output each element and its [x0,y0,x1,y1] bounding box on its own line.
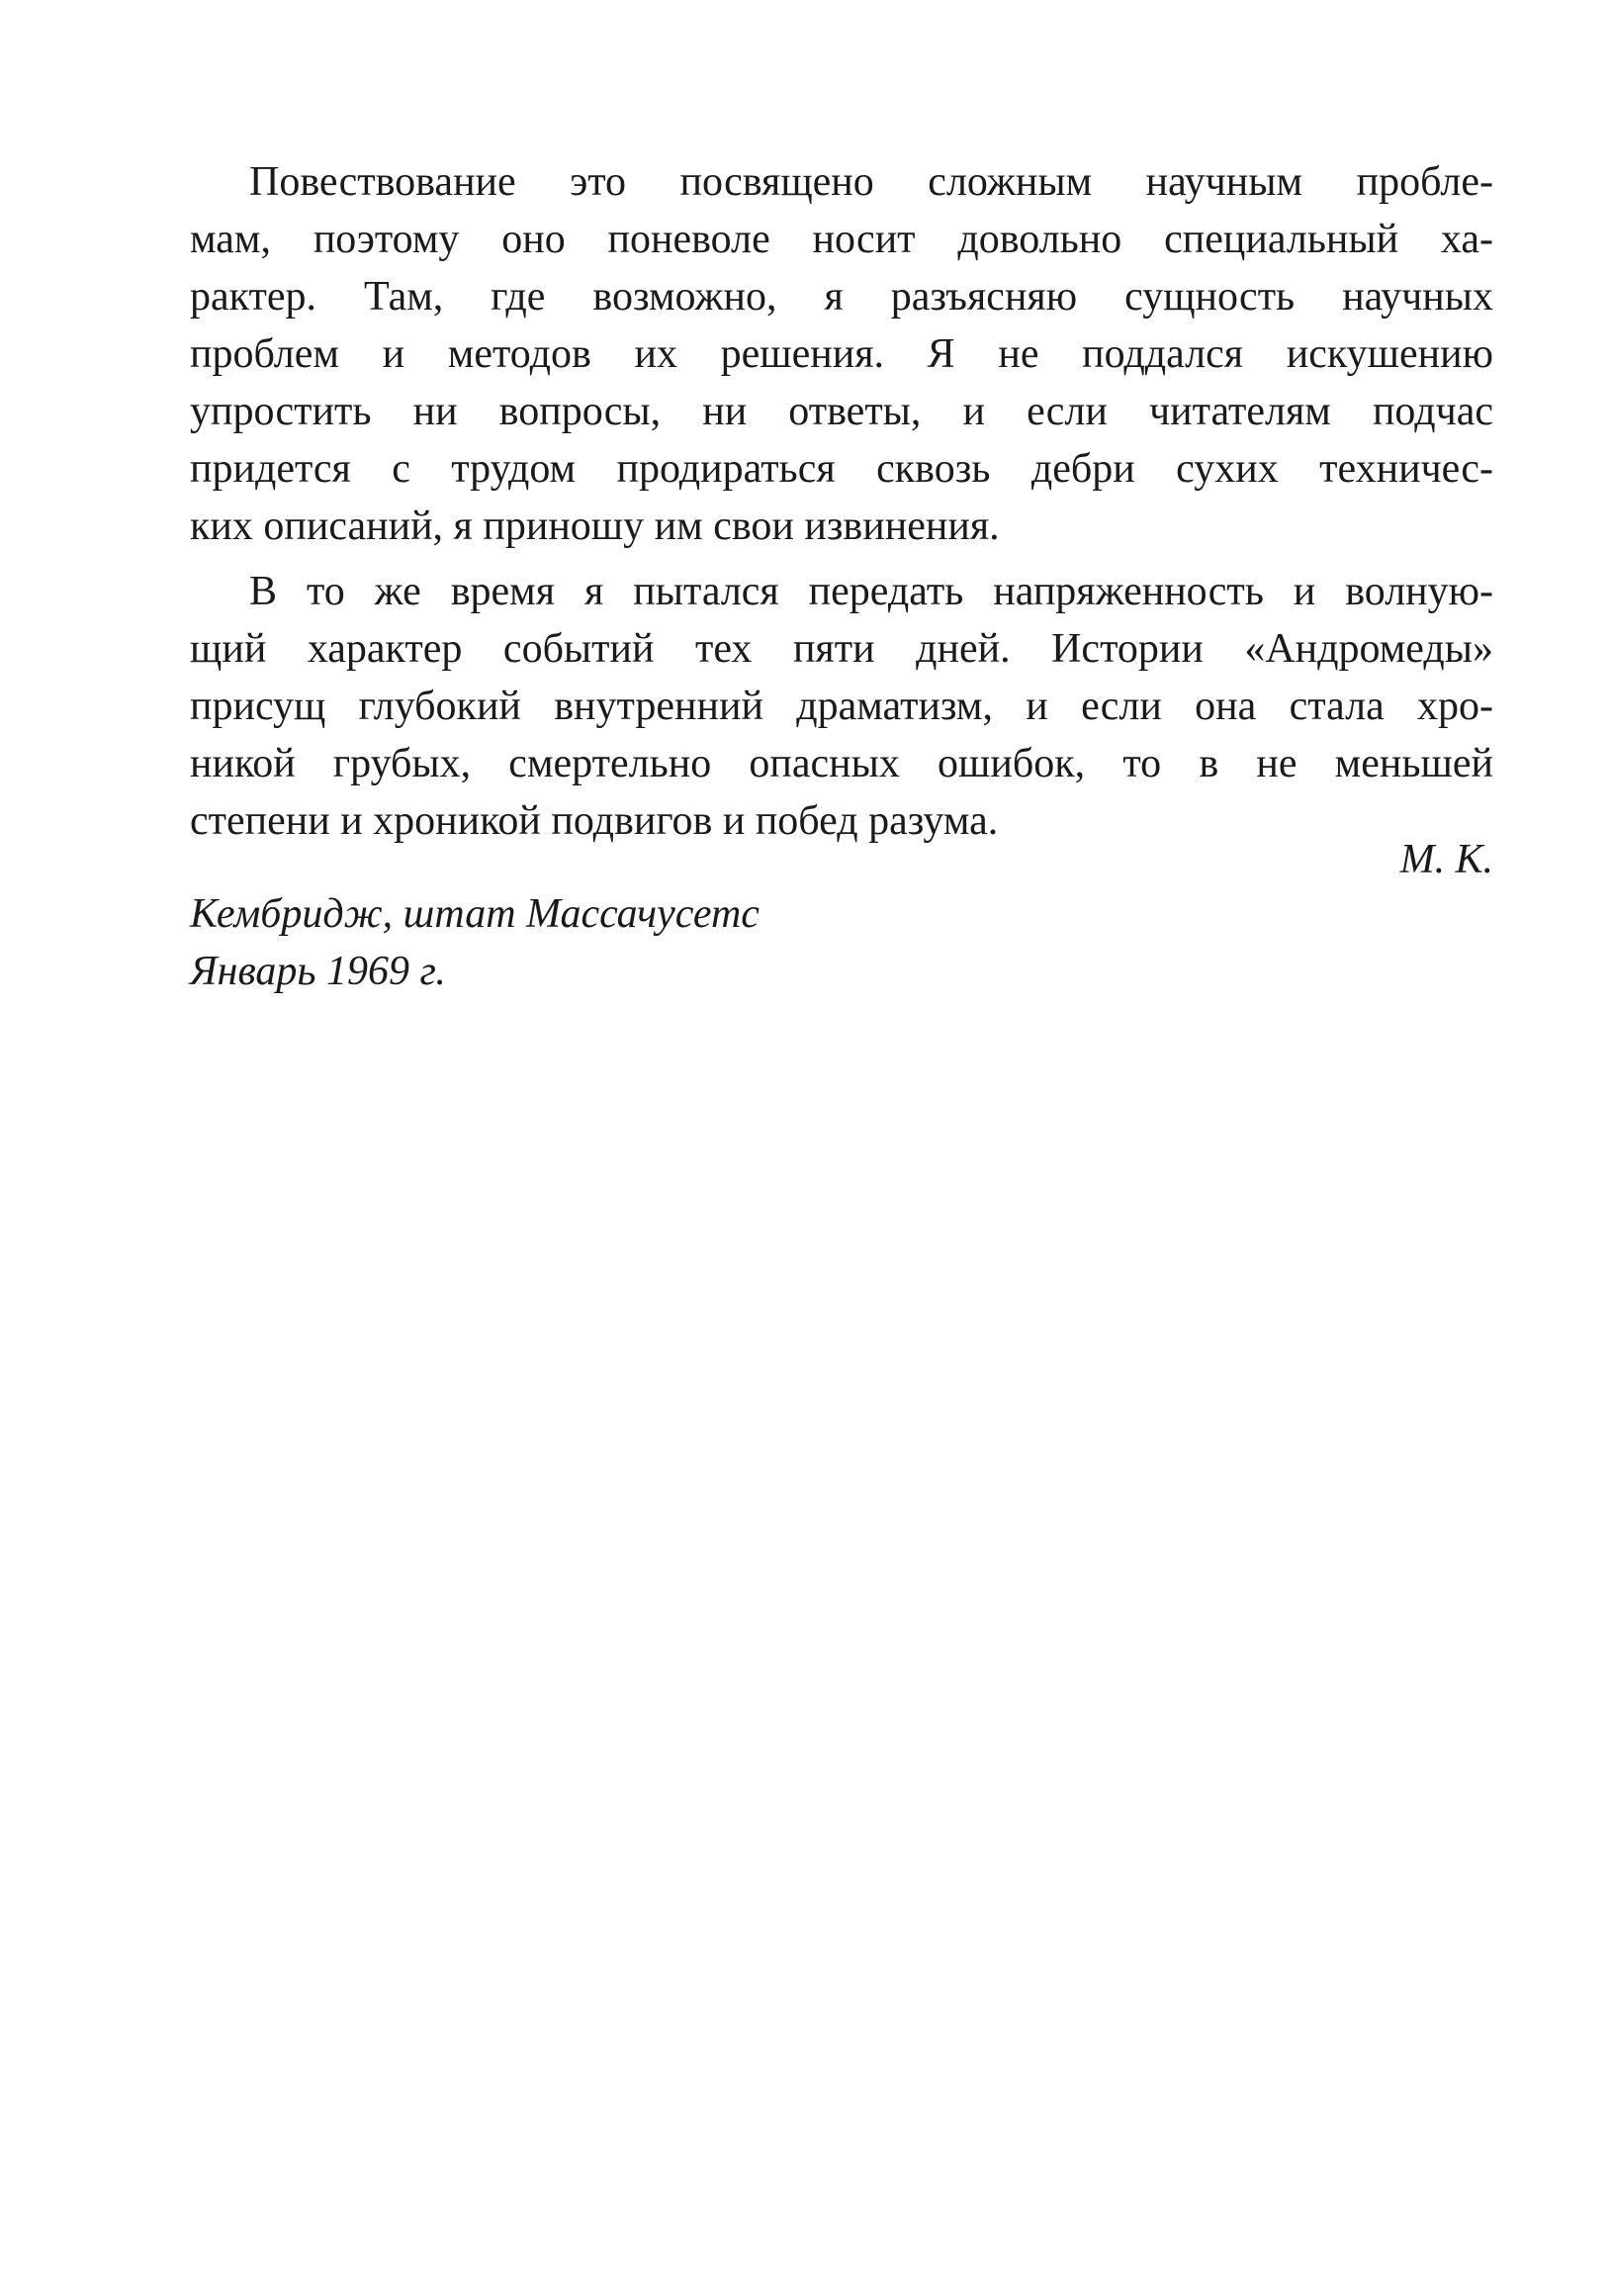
text-line: проблем и методов их решения. Я не поддался искушению [190,331,1493,377]
text-line: степени и хроникой подвигов и побед разума. [190,798,999,844]
date-line: Январь 1969 г. [190,949,446,994]
place-and-date [190,885,760,1000]
author-initials: М. К. [1399,837,1493,882]
text-line: Повествование это посвящено сложным научным пробле- [249,159,1493,205]
paragraph-1 [190,153,1493,555]
text-line: рактер. Там, где возможно, я разъясняю сущность научных [190,274,1493,320]
text-line: щий характер событий тех пяти дней. Истории «Андромеды» [190,626,1493,672]
place-line: Кембридж, штат Массачусетс [190,891,760,937]
text-line: никой грубых, смертельно опасных ошибок, то в не меньшей [190,741,1493,786]
paragraph-gap [190,555,1493,563]
paragraph-2 [190,563,1493,850]
preface-text [190,153,1493,850]
text-line: присущ глубокий внутренний драматизм, и если она стала хро- [190,684,1493,729]
text-line: упростить ни вопросы, ни ответы, и если читателям подчас [190,389,1493,434]
text-line: придется с трудом продираться сквозь дебри сухих техничес- [190,446,1493,492]
text-line: мам, поэтому оно поневоле носит довольно специальный ха- [190,217,1493,262]
text-line: В то же время я пытался передать напряженность и волную- [249,569,1493,614]
text-line: ких описаний, я приношу им свои извинения. [190,504,1000,549]
